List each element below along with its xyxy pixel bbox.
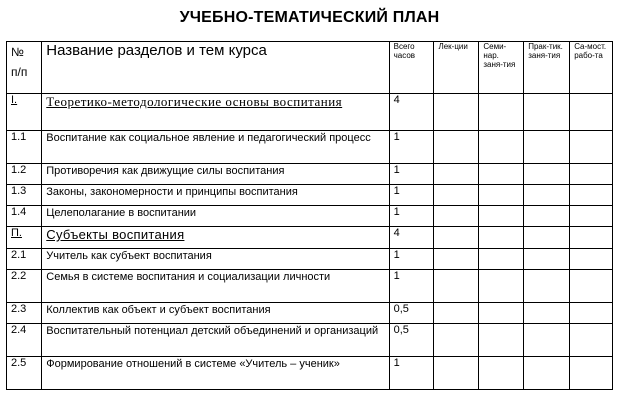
header-seminars: Семи-нар. заня-тия <box>479 42 524 94</box>
seminars-cell <box>479 249 524 270</box>
header-number <box>7 42 42 94</box>
table-body <box>7 94 613 390</box>
row-topic-name: Законы, закономерности и принципы воспитания <box>42 185 389 206</box>
row-number: 2.1 <box>7 249 42 270</box>
self-study-cell <box>570 249 613 270</box>
row-number: П. <box>7 227 42 249</box>
header-practice: Прак-тик. заня-тия <box>524 42 570 94</box>
row-topic-name: Теоретико-методологические основы воспитания <box>42 94 389 131</box>
table-row <box>7 249 613 270</box>
row-topic-name: Коллектив как объект и субъект воспитания <box>42 303 389 324</box>
practice-cell <box>524 206 570 227</box>
self-study-cell <box>570 357 613 390</box>
table-row <box>7 357 613 390</box>
row-total-hours: 1 <box>389 249 434 270</box>
curriculum-table <box>6 41 613 390</box>
self-study-cell <box>570 227 613 249</box>
table-row <box>7 94 613 131</box>
header-section-name: Название разделов и тем курса <box>42 42 389 94</box>
practice-cell <box>524 249 570 270</box>
practice-cell <box>524 131 570 164</box>
lectures-cell <box>434 94 479 131</box>
header-number-abbr: п/п <box>11 65 28 79</box>
row-topic-name: Противоречия как движущие силы воспитания <box>42 164 389 185</box>
seminars-cell <box>479 185 524 206</box>
practice-cell <box>524 357 570 390</box>
row-total-hours: 1 <box>389 185 434 206</box>
table-row <box>7 270 613 303</box>
lectures-cell <box>434 303 479 324</box>
row-number: 1.4 <box>7 206 42 227</box>
self-study-cell <box>570 324 613 357</box>
practice-cell <box>524 94 570 131</box>
row-topic-name: Учитель как субъект воспитания <box>42 249 389 270</box>
row-total-hours: 0,5 <box>389 303 434 324</box>
table-header-row <box>7 42 613 94</box>
seminars-cell <box>479 206 524 227</box>
table-row <box>7 131 613 164</box>
seminars-cell <box>479 303 524 324</box>
practice-cell <box>524 270 570 303</box>
row-topic-name: Воспитательный потенциал детский объединений и организаций <box>42 324 389 357</box>
row-number: 2.5 <box>7 357 42 390</box>
row-total-hours: 0,5 <box>389 324 434 357</box>
table-row <box>7 324 613 357</box>
table-row <box>7 227 613 249</box>
lectures-cell <box>434 249 479 270</box>
row-number: 2.3 <box>7 303 42 324</box>
header-lectures: Лек-ции <box>434 42 479 94</box>
seminars-cell <box>479 131 524 164</box>
row-total-hours: 1 <box>389 164 434 185</box>
seminars-cell <box>479 94 524 131</box>
lectures-cell <box>434 164 479 185</box>
row-total-hours: 1 <box>389 131 434 164</box>
self-study-cell <box>570 303 613 324</box>
header-self-study: Са-мост. рабо-та <box>570 42 613 94</box>
table-row <box>7 206 613 227</box>
practice-cell <box>524 303 570 324</box>
table-row <box>7 185 613 206</box>
row-total-hours: 1 <box>389 270 434 303</box>
row-total-hours: 1 <box>389 206 434 227</box>
row-topic-name: Целеполагание в воспитании <box>42 206 389 227</box>
row-topic-name: Воспитание как социальное явление и педагогический процесс <box>42 131 389 164</box>
lectures-cell <box>434 131 479 164</box>
self-study-cell <box>570 164 613 185</box>
row-number: 1.3 <box>7 185 42 206</box>
row-topic-name: Субъекты воспитания <box>42 227 389 249</box>
header-number-symbol: № <box>11 45 24 59</box>
seminars-cell <box>479 270 524 303</box>
lectures-cell <box>434 324 479 357</box>
self-study-cell <box>570 206 613 227</box>
header-total-hours: Всего часов <box>389 42 434 94</box>
page-title: УЧЕБНО-ТЕМАТИЧЕСКИЙ ПЛАН <box>179 9 440 26</box>
seminars-cell <box>479 324 524 357</box>
row-total-hours: 4 <box>389 227 434 249</box>
row-number: 1.2 <box>7 164 42 185</box>
row-number: 2.4 <box>7 324 42 357</box>
practice-cell <box>524 324 570 357</box>
self-study-cell <box>570 131 613 164</box>
seminars-cell <box>479 357 524 390</box>
lectures-cell <box>434 227 479 249</box>
practice-cell <box>524 227 570 249</box>
self-study-cell <box>570 270 613 303</box>
row-topic-name: Семья в системе воспитания и социализации личности <box>42 270 389 303</box>
table-row <box>7 164 613 185</box>
practice-cell <box>524 185 570 206</box>
row-total-hours: 1 <box>389 357 434 390</box>
row-total-hours: 4 <box>389 94 434 131</box>
lectures-cell <box>434 270 479 303</box>
row-number: 1.1 <box>7 131 42 164</box>
row-topic-name: Формирование отношений в системе «Учитель – ученик» <box>42 357 389 390</box>
table-row <box>7 303 613 324</box>
practice-cell <box>524 164 570 185</box>
lectures-cell <box>434 185 479 206</box>
row-number: I. <box>7 94 42 131</box>
lectures-cell <box>434 357 479 390</box>
self-study-cell <box>570 94 613 131</box>
self-study-cell <box>570 185 613 206</box>
row-number: 2.2 <box>7 270 42 303</box>
seminars-cell <box>479 227 524 249</box>
seminars-cell <box>479 164 524 185</box>
lectures-cell <box>434 206 479 227</box>
